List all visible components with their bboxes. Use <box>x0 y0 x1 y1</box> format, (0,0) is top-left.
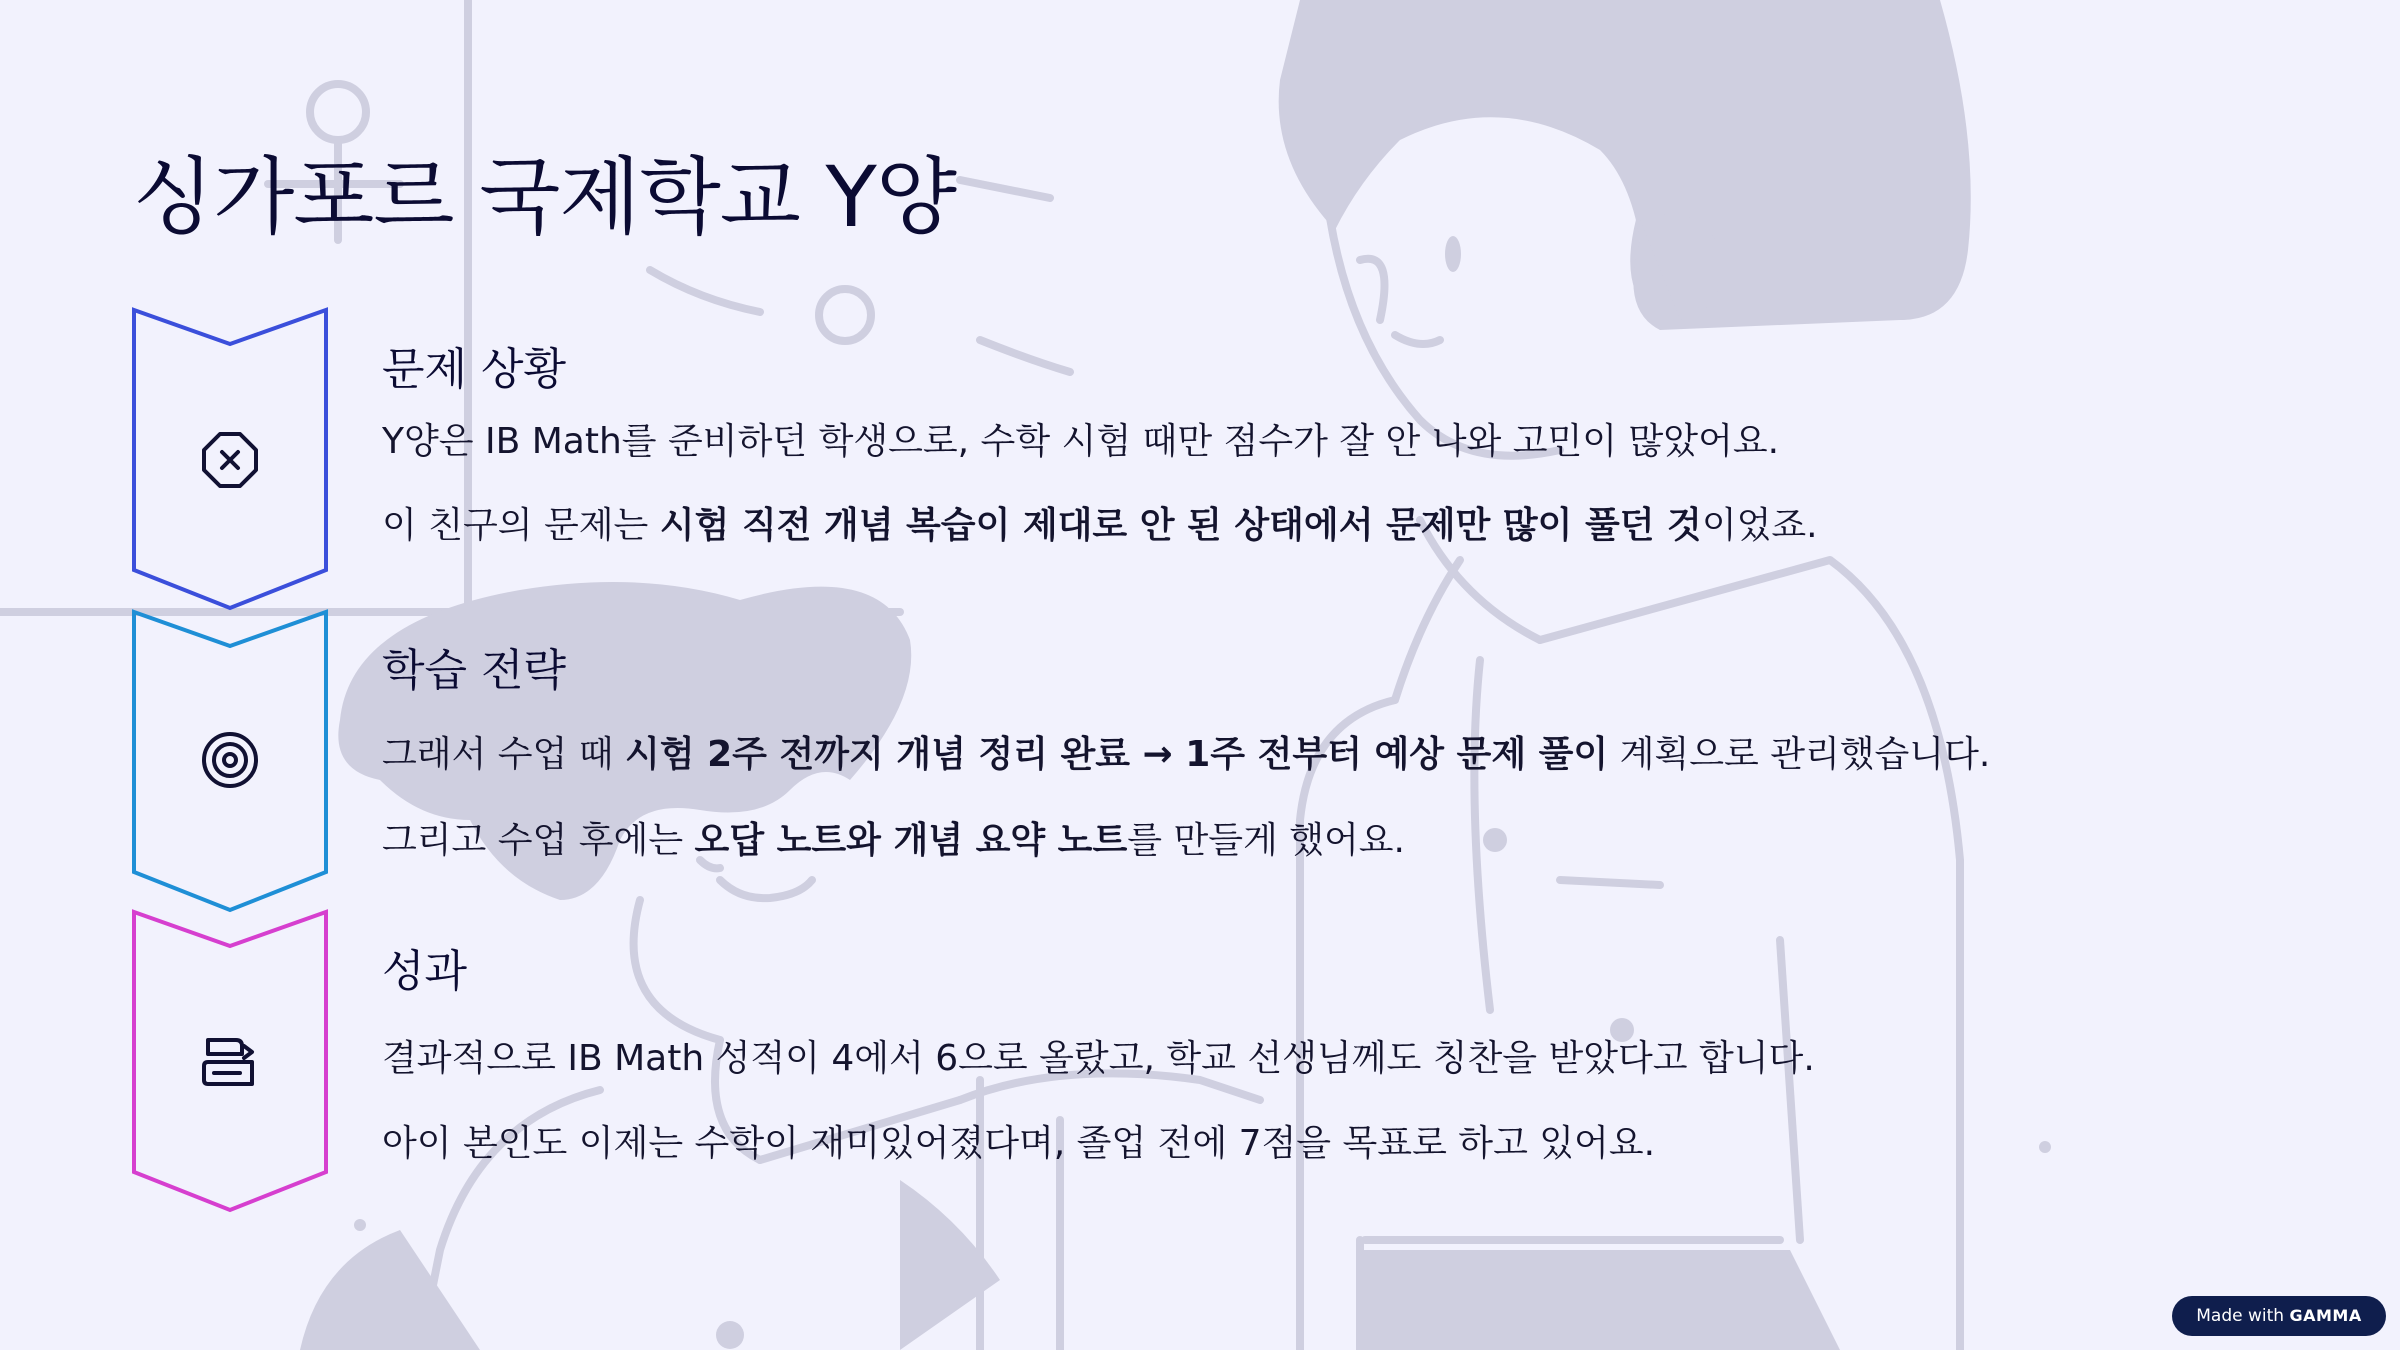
section-paragraph: Y양은 IB Math를 준비하던 학생으로, 수학 시험 때만 점수가 잘 안 나와 고민이 많았어요. <box>382 421 1780 462</box>
section-heading: 문제 상황 <box>382 344 567 395</box>
section-strategy <box>382 641 2282 866</box>
section-paragraph: 이 친구의 문제는 시험 직전 개념 복습이 제대로 안 된 상태에서 문제만 많이 풀던 것이었죠. <box>382 505 1818 546</box>
page-title: 싱가포르 국제학교 Y양 <box>133 148 957 246</box>
step-marker-results <box>130 908 330 1218</box>
rising-chart-icon <box>200 1032 260 1092</box>
section-paragraph: 아이 본인도 이제는 수학이 재미있어졌다며, 졸업 전에 7점을 목표로 하고 있어요. <box>382 1123 1656 1164</box>
section-problem <box>382 340 2282 551</box>
section-heading: 성과 <box>382 946 468 997</box>
x-octagon-icon <box>200 430 260 490</box>
made-with-gamma-badge[interactable] <box>2172 1296 2386 1336</box>
target-icon <box>200 730 260 790</box>
section-results <box>382 942 2282 1169</box>
step-marker-problem <box>130 306 330 616</box>
section-paragraph: 그리고 수업 후에는 오답 노트와 개념 요약 노트를 만들게 했어요. <box>382 820 1405 861</box>
step-marker-strategy <box>130 608 330 918</box>
section-paragraph: 그래서 수업 때 시험 2주 전까지 개념 정리 완료 → 1주 전부터 예상 문제 풀이 계획으로 관리했습니다. <box>382 734 1991 775</box>
badge-brand: GAMMA <box>2289 1306 2362 1325</box>
badge-prefix: Made with <box>2196 1306 2285 1326</box>
section-heading: 학습 전략 <box>382 645 567 696</box>
section-paragraph: 결과적으로 IB Math 성적이 4에서 6으로 올랐고, 학교 선생님께도 칭찬을 받았다고 합니다. <box>382 1038 1815 1079</box>
